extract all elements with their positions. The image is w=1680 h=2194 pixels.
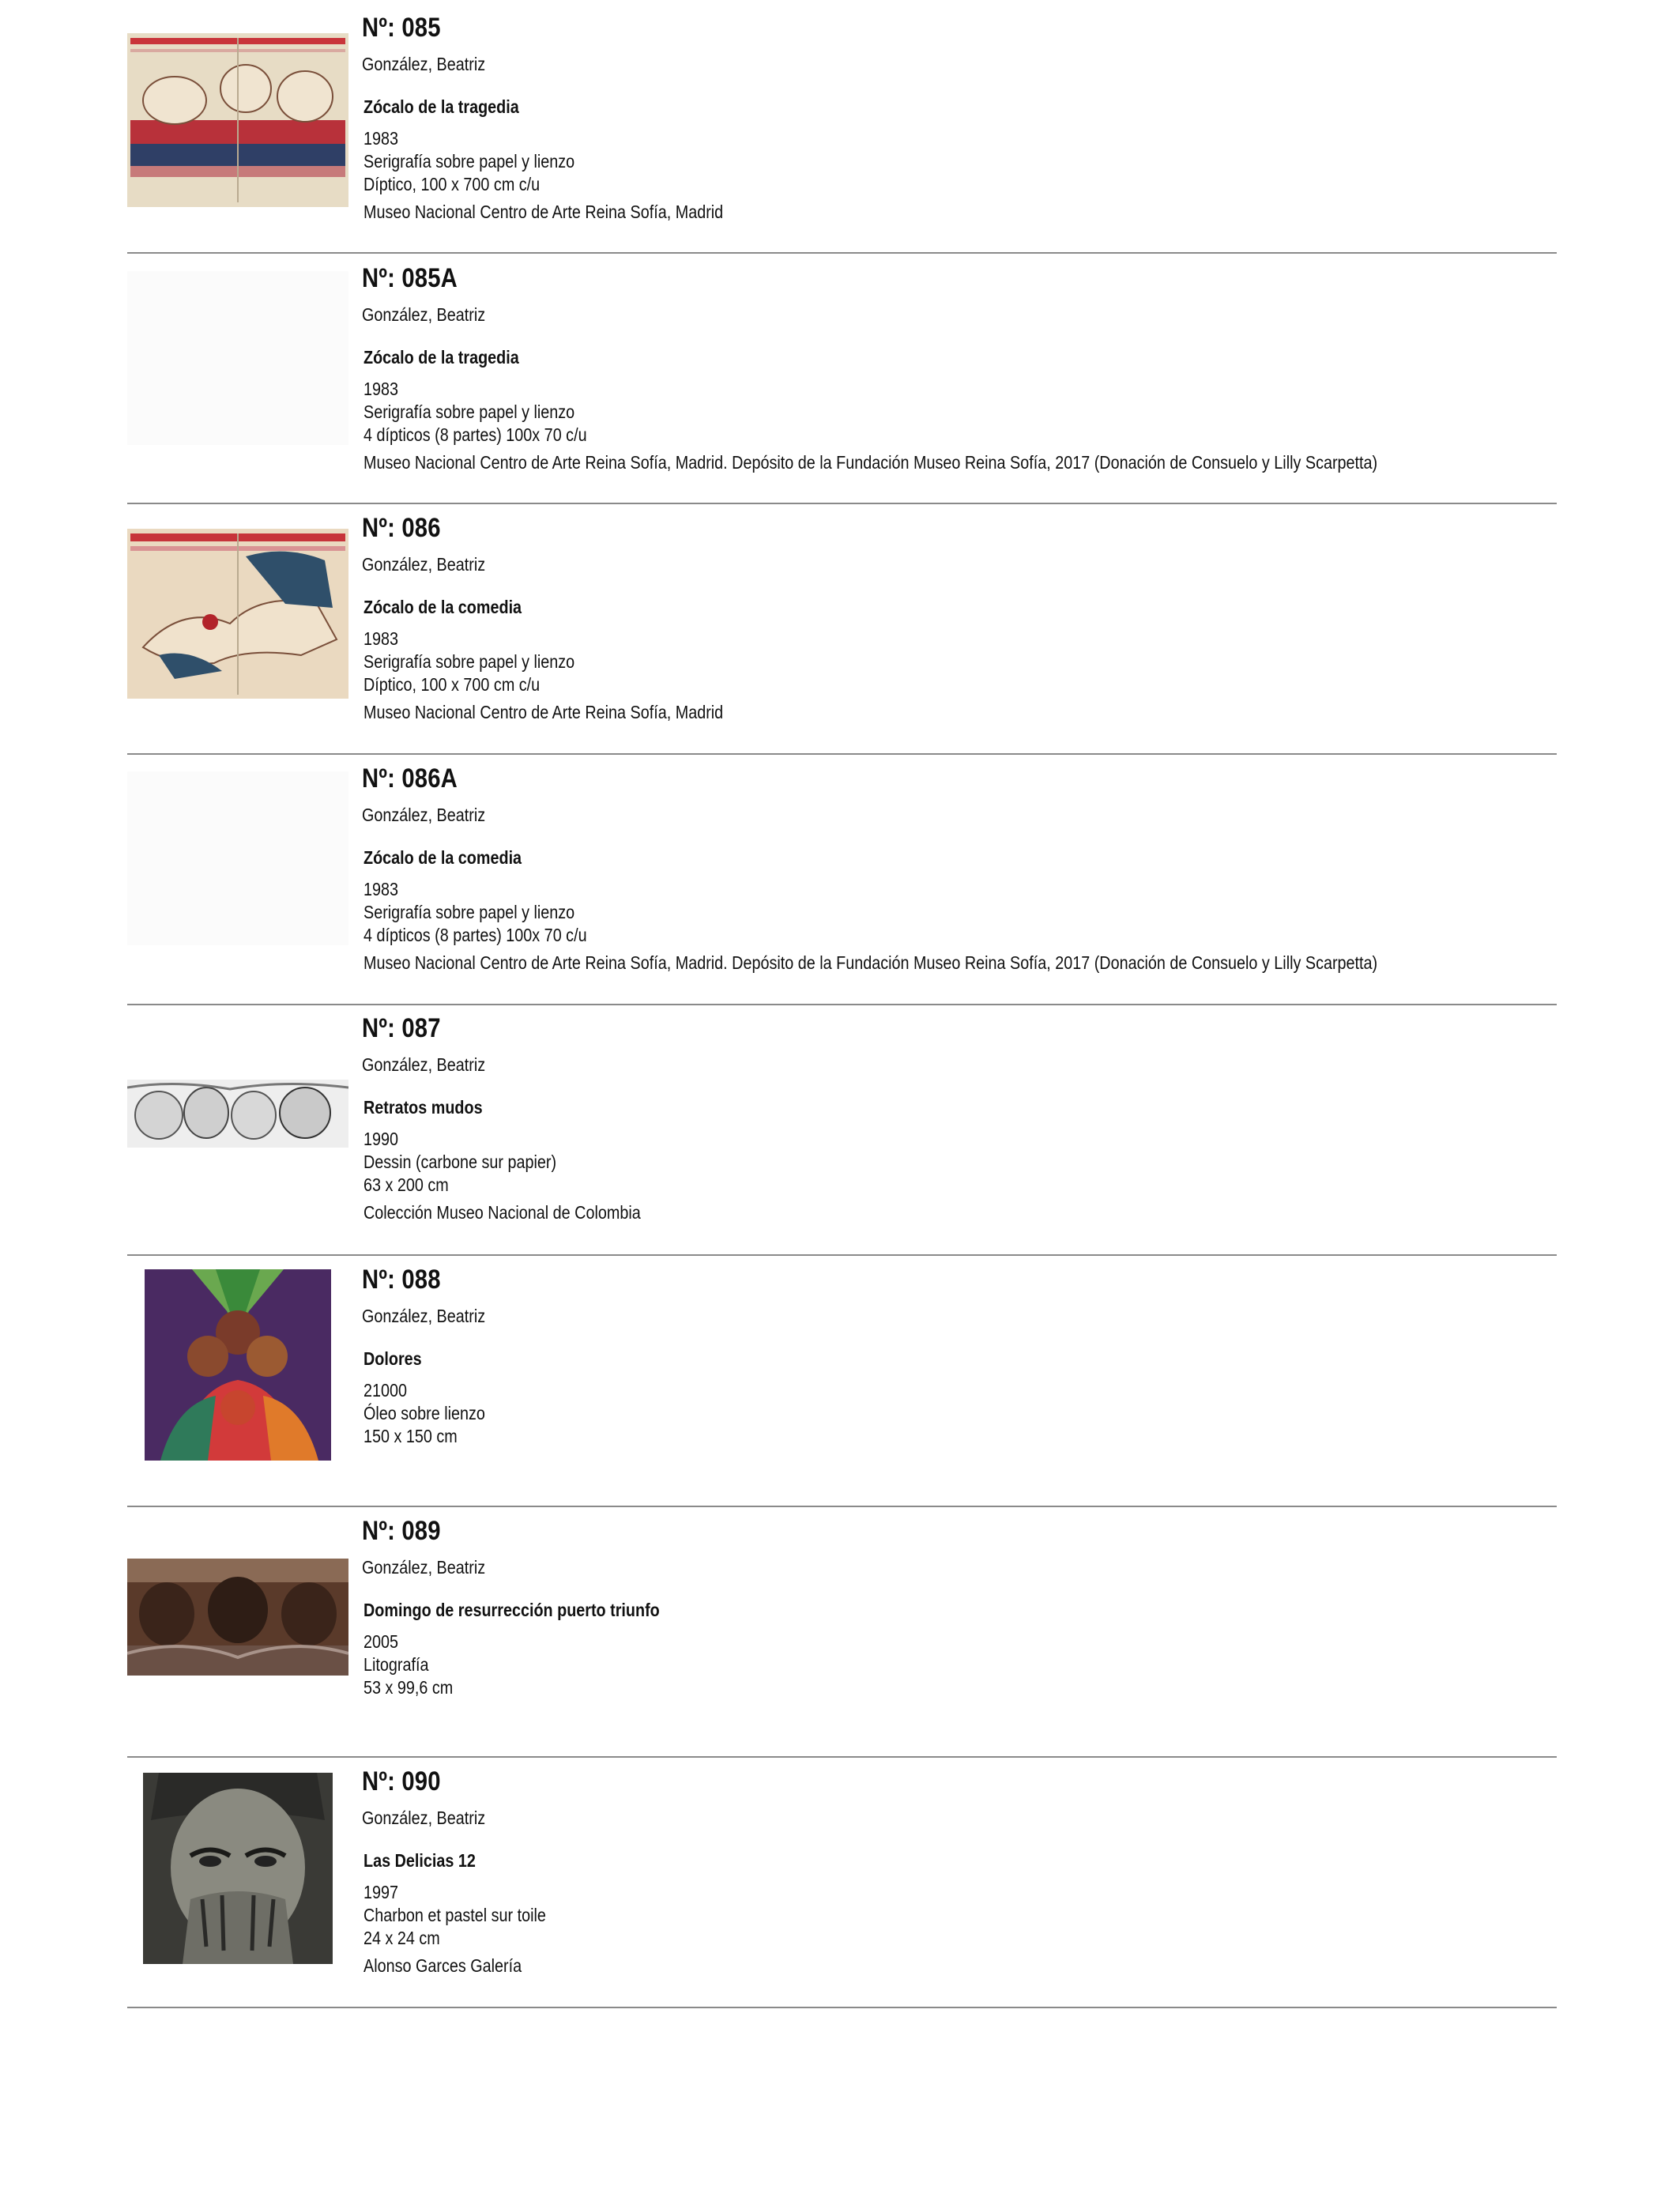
entry-collection: Museo Nacional Centro de Arte Reina Sofía, Madrid: [363, 202, 724, 222]
catalog-entry-090: [127, 1766, 1557, 2016]
entry-technique: Litografía: [363, 1654, 429, 1675]
entry-divider: [127, 503, 1557, 504]
entry-title: Retratos mudos: [363, 1097, 483, 1118]
entry-divider: [127, 1506, 1557, 1507]
entry-author: González, Beatriz: [362, 1306, 486, 1326]
entry-technique: Serigrafía sobre papel y lienzo: [363, 902, 575, 922]
entry-collection: Museo Nacional Centro de Arte Reina Sofía, Madrid. Depósito de la Fundación Museo Reina Sofía, 2017 (Donación de Consuelo y Lilly Scarpetta): [363, 952, 1378, 973]
entry-technique: Óleo sobre lienzo: [363, 1403, 485, 1423]
entry-divider: [127, 1254, 1557, 1256]
entry-year: 1990: [363, 1129, 399, 1149]
entry-number: Nº: 090: [362, 1766, 441, 1796]
entry-year: 21000: [363, 1380, 408, 1400]
entry-divider: [127, 252, 1557, 254]
entry-number: Nº: 085: [362, 13, 441, 43]
entry-author: González, Beatriz: [362, 1054, 486, 1075]
entry-title: Domingo de resurrección puerto triunfo: [363, 1600, 660, 1620]
entry-year: 1983: [363, 628, 399, 649]
entry-collection: Colección Museo Nacional de Colombia: [363, 1202, 641, 1223]
entry-dimensions: 53 x 99,6 cm: [363, 1677, 454, 1698]
entry-dimensions: 63 x 200 cm: [363, 1174, 449, 1195]
artwork-thumbnail: [127, 529, 348, 699]
artwork-thumbnail: [127, 1080, 348, 1148]
entry-title: Dolores: [363, 1348, 422, 1369]
catalog-entry-085a: [127, 263, 1557, 513]
entry-title: Zócalo de la comedia: [363, 847, 522, 868]
artwork-thumbnail: [127, 33, 348, 207]
entry-title: Zócalo de la tragedia: [363, 96, 519, 117]
catalog-entry-086a: [127, 763, 1557, 1013]
catalog-entry-085: [127, 13, 1557, 262]
entry-technique: Serigrafía sobre papel y lienzo: [363, 401, 575, 422]
entry-author: González, Beatriz: [362, 304, 486, 325]
entry-dimensions: 4 dípticos (8 partes) 100x 70 c/u: [363, 925, 587, 945]
entry-number: Nº: 087: [362, 1013, 441, 1043]
entry-number: Nº: 089: [362, 1516, 441, 1546]
artwork-thumbnail: [127, 771, 348, 945]
entry-number: Nº: 085A: [362, 263, 458, 293]
entry-dimensions: 4 dípticos (8 partes) 100x 70 c/u: [363, 424, 587, 445]
entry-title: Zócalo de la tragedia: [363, 347, 519, 368]
catalog-entry-087: [127, 1013, 1557, 1263]
entry-year: 2005: [363, 1631, 399, 1652]
artwork-thumbnail: [127, 1559, 348, 1676]
entry-author: González, Beatriz: [362, 805, 486, 825]
entry-dimensions: Díptico, 100 x 700 cm c/u: [363, 674, 541, 695]
artwork-thumbnail: [145, 1269, 331, 1461]
entry-technique: Charbon et pastel sur toile: [363, 1905, 546, 1925]
entry-dimensions: 24 x 24 cm: [363, 1928, 440, 1948]
entry-technique: Serigrafía sobre papel y lienzo: [363, 651, 575, 672]
entry-dimensions: 150 x 150 cm: [363, 1426, 458, 1446]
entry-author: González, Beatriz: [362, 1557, 486, 1578]
entry-year: 1983: [363, 879, 399, 899]
entry-title: Las Delicias 12: [363, 1850, 476, 1871]
entry-year: 1983: [363, 128, 399, 149]
catalog-entry-088: [127, 1265, 1557, 1514]
entry-collection: Museo Nacional Centro de Arte Reina Sofía, Madrid: [363, 702, 724, 722]
entry-year: 1997: [363, 1882, 399, 1902]
entry-number: Nº: 086: [362, 513, 441, 543]
entry-number: Nº: 088: [362, 1265, 441, 1295]
entry-author: González, Beatriz: [362, 1808, 486, 1828]
entry-title: Zócalo de la comedia: [363, 597, 522, 617]
entry-divider: [127, 753, 1557, 755]
entry-author: González, Beatriz: [362, 554, 486, 575]
entry-number: Nº: 086A: [362, 763, 458, 794]
entry-divider: [127, 1004, 1557, 1005]
catalog-entry-089: [127, 1516, 1557, 1766]
artwork-thumbnail: [143, 1773, 333, 1964]
entry-collection: Museo Nacional Centro de Arte Reina Sofía, Madrid. Depósito de la Fundación Museo Reina Sofía, 2017 (Donación de Consuelo y Lilly Scarpetta): [363, 452, 1378, 473]
entry-divider: [127, 2007, 1557, 2008]
entry-divider: [127, 1756, 1557, 1758]
entry-technique: Serigrafía sobre papel y lienzo: [363, 151, 575, 172]
entry-collection: Alonso Garces Galería: [363, 1955, 522, 1976]
catalog-entry-086: [127, 513, 1557, 763]
entry-technique: Dessin (carbone sur papier): [363, 1152, 557, 1172]
entry-dimensions: Díptico, 100 x 700 cm c/u: [363, 174, 541, 194]
artwork-thumbnail: [127, 271, 348, 445]
entry-author: González, Beatriz: [362, 54, 486, 74]
entry-year: 1983: [363, 379, 399, 399]
